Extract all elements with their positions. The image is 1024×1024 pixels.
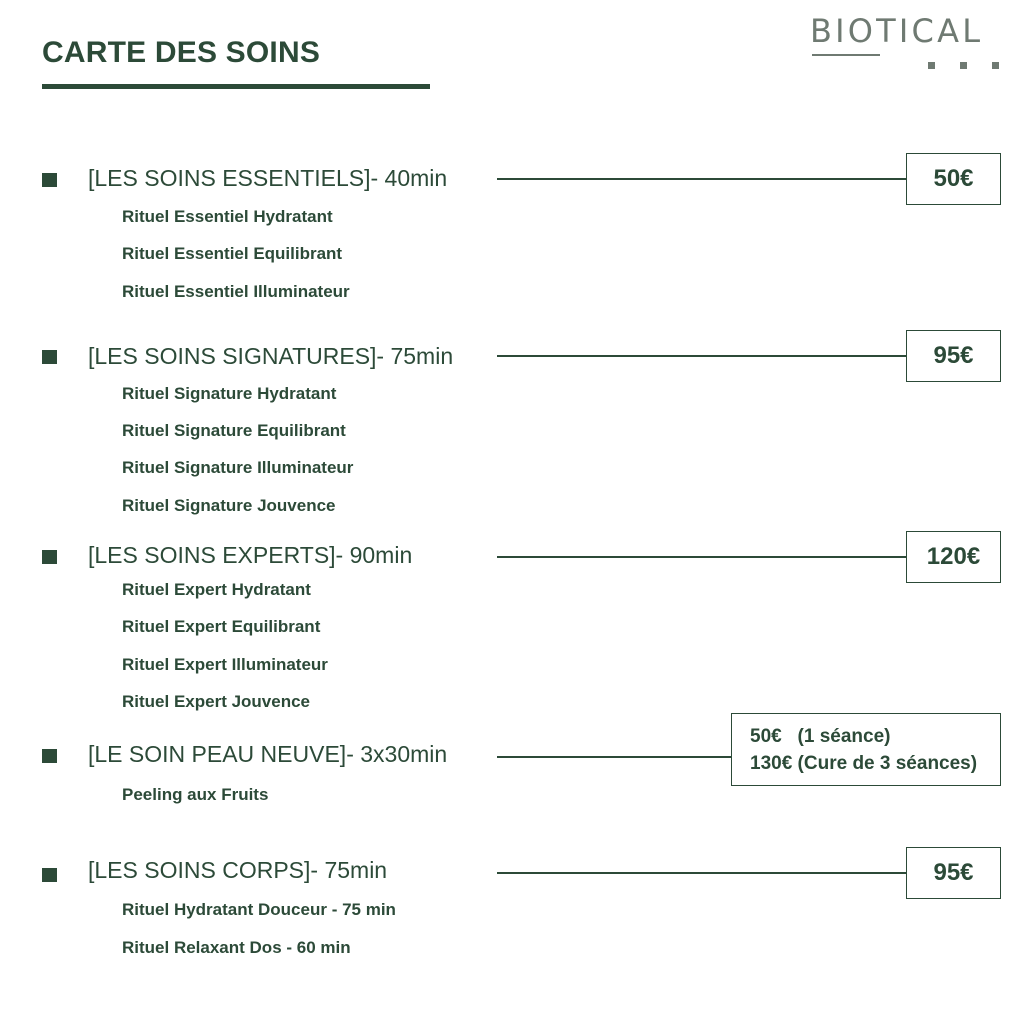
bullet-icon [42, 749, 57, 763]
leader-line [497, 178, 907, 180]
list-item: Rituel Essentiel Illuminateur [122, 282, 350, 301]
section-heading: [LES SOINS ESSENTIELS]- 40min [88, 165, 448, 191]
list-item: Rituel Expert Illuminateur [122, 655, 328, 674]
price-line-cure: 130€ (Cure de 3 séances) [750, 752, 978, 774]
list-item: Rituel Expert Equilibrant [122, 617, 321, 636]
price-box: 95€ [906, 330, 1001, 382]
brand-dot [960, 62, 967, 69]
brand-dot [992, 62, 999, 69]
list-item: Rituel Essentiel Equilibrant [122, 244, 343, 263]
list-item: Rituel Hydratant Douceur - 75 min [122, 900, 396, 919]
brand-logo [810, 12, 1002, 62]
brand-line [812, 54, 880, 56]
section-heading: [LES SOINS SIGNATURES]- 75min [88, 343, 454, 369]
brand-dots [926, 62, 1006, 70]
price-box: 50€ [906, 153, 1001, 205]
list-item: Rituel Relaxant Dos - 60 min [122, 938, 351, 957]
list-item: Rituel Signature Illuminateur [122, 458, 354, 477]
section-heading: [LES SOINS EXPERTS]- 90min [88, 542, 413, 568]
price-box: 120€ [906, 531, 1001, 583]
list-item: Rituel Essentiel Hydratant [122, 207, 333, 226]
leader-line [497, 756, 733, 758]
bullet-icon [42, 173, 57, 187]
title-underline [42, 84, 430, 89]
list-item: Rituel Expert Jouvence [122, 692, 311, 711]
leader-line [497, 872, 907, 874]
section-heading: [LE SOIN PEAU NEUVE]- 3x30min [88, 741, 448, 767]
section-heading: [LES SOINS CORPS]- 75min [88, 857, 388, 883]
list-item: Rituel Signature Jouvence [122, 496, 336, 515]
bullet-icon [42, 350, 57, 364]
list-item: Rituel Signature Hydratant [122, 384, 337, 403]
brand-name: BIOTICAL [810, 12, 984, 50]
leader-line [497, 556, 907, 558]
brand-dot [928, 62, 935, 69]
list-item: Peeling aux Fruits [122, 785, 269, 804]
bullet-icon [42, 868, 57, 882]
price-line-single: 50€ (1 séance) [750, 725, 891, 747]
page-title: CARTE DES SOINS [42, 36, 321, 69]
list-item: Rituel Signature Equilibrant [122, 421, 346, 440]
bullet-icon [42, 550, 57, 564]
price-box [731, 713, 1001, 786]
list-item: Rituel Expert Hydratant [122, 580, 311, 599]
leader-line [497, 355, 907, 357]
price-box: 95€ [906, 847, 1001, 899]
